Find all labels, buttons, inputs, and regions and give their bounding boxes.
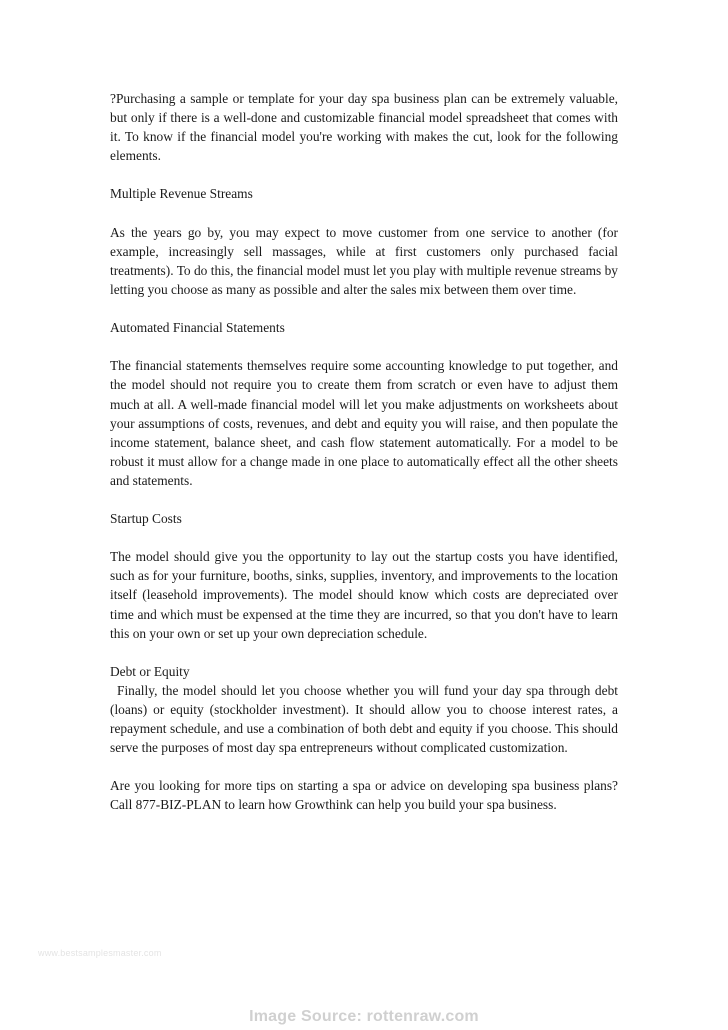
section-body-revenue-streams: As the years go by, you may expect to move customer from one service to another (for example, increasingly sell massages, while at first customers only purchased facial treatments). To do this, the financial model must let you play with multiple revenue streams by letting you choose as many as possible and alter the sales mix between them over time. [110, 224, 618, 297]
section-heading-debt-equity: Debt or Equity [110, 663, 190, 679]
spacer [110, 528, 618, 547]
spacer [110, 204, 618, 223]
spacer [110, 757, 618, 776]
section-body-startup-costs: The model should give you the opportunity to lay out the startup costs you have identified, such as for your furniture, booths, sinks, supplies, inventory, and improvements to the location itself (leasehold improvements). The model should know which costs are depreciated over time and which must be expensed at the time they are incurred, so that you don't have to learn this on your own or set up your own depreciation schedule. [110, 549, 618, 641]
spacer [110, 165, 618, 184]
section-body-financial-statements: The financial statements themselves require some accounting knowledge to put together, and the model should not require you to create them from scratch or even have to adjust them much at all. A well-made financial model will let you make adjustments on worksheets about your assumptions of costs, revenues, and debt and equity you will raise, and then populate the income statement, balance sheet, and cash flow statement automatically. For a model to be robust it must allow for a change made in one place to automatically effect all the other sheets and statements. [110, 358, 618, 488]
spacer [110, 337, 618, 356]
section-body-debt-equity: Finally, the model should let you choose whether you will fund your day spa through debt (loans) or equity (stockholder investment). It should allow you to choose interest rates, a repayment schedule, and use a combination of both debt and equity if you choose. This should serve the purposes of most day spa entrepreneurs without complicated customization. [110, 682, 618, 756]
spacer [110, 299, 618, 318]
section-heading-startup-costs: Startup Costs [110, 511, 182, 527]
spacer [110, 490, 618, 509]
section-heading-revenue-streams: Multiple Revenue Streams [110, 186, 253, 202]
intro-paragraph: ?Purchasing a sample or template for your day spa business plan can be extremely valuable, but only if there is a well-done and customizable financial model spreadsheet that comes with it. To know if the financial model you're working with makes the cut, look for the following elements. [110, 91, 618, 164]
image-source-credit: Image Source: rottenraw.com [249, 1008, 479, 1025]
section-heading-financial-statements: Automated Financial Statements [110, 320, 285, 336]
spacer [110, 643, 618, 662]
document-body [110, 89, 618, 815]
closing-paragraph: Are you looking for more tips on starting a spa or advice on developing spa business plans? Call 877-BIZ-PLAN to learn how Growthink can help you build your spa business. [110, 778, 618, 813]
watermark-text: www.bestsamplesmaster.com [38, 948, 162, 958]
